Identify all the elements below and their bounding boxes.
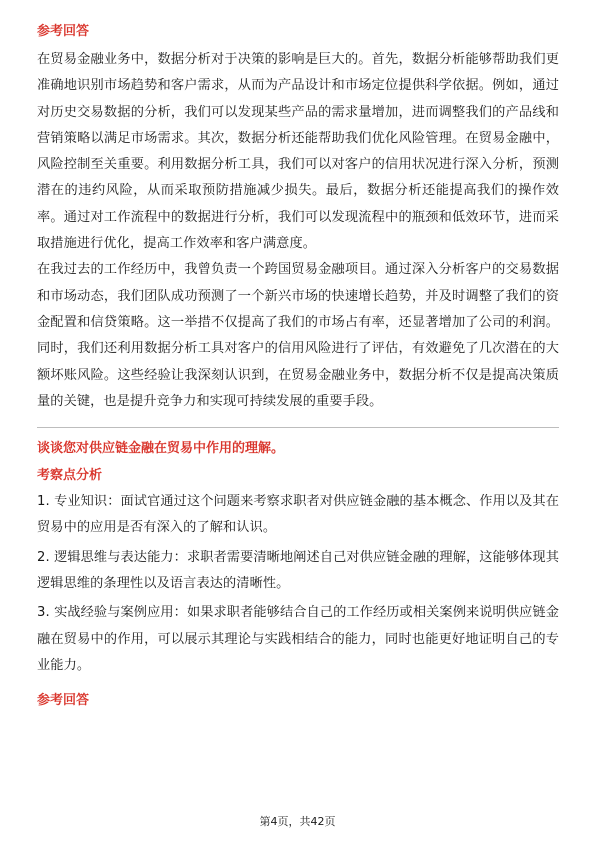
section-divider (37, 427, 559, 428)
reference-answer-heading: 参考回答 (37, 24, 90, 39)
reference-answer-heading-2: 参考回答 (37, 693, 90, 709)
analysis-item-2: 2. 逻辑思维与表达能力：求职者需要清晰地阐述自己对供应链金融的理解，这能够体现其逻辑思维的条理性以及语言表达的清晰性。 (37, 549, 559, 592)
question-title: 谈谈您对供应链金融在贸易中作用的理解。 (37, 441, 285, 457)
answer-paragraph-2: 在我过去的工作经历中，我曾负责一个跨国贸易金融项目。通过深入分析客户的交易数据和市场动态，我们团队成功预测了一个新兴市场的快速增长趋势，并及时调整了我们的资金配置和信贷策略。这一举措不仅提高了我们的市场占有率，还显著增加了公司的利润。同时，我们还利用数据分析工具对客户的信用风险进行了评估，有效避免了几次潜在的大额坏账风险。这些经验让我深刻认识到，在贸易金融业务中，数据分析不仅是提高决策质量的关键，也是提升竞争力和实现可持续发展的重要手段。 (37, 262, 559, 409)
page-content (37, 22, 559, 711)
page-number: 第4页，共42页 (259, 815, 336, 828)
analysis-heading: 考察点分析 (37, 468, 103, 484)
analysis-item-1: 1. 专业知识：面试官通过这个问题来考察求职者对供应链金融的基本概念、作用以及其在贸易中的应用是否有深入的了解和认识。 (37, 494, 559, 536)
analysis-item-3: 3. 实战经验与案例应用：如果求职者能够结合自己的工作经历或相关案例来说明供应链金融在贸易中的作用，可以展示其理论与实践相结合的能力，同时也能更好地证明自己的专业能力。 (37, 605, 559, 673)
answer-paragraph-1: 在贸易金融业务中，数据分析对于决策的影响是巨大的。首先，数据分析能够帮助我们更准确地识别市场趋势和客户需求，从而为产品设计和市场定位提供科学依据。例如，通过对历史交易数据的分析，我们可以发现某些产品的需求量增加，进而调整我们的产品线和营销策略以满足市场需求。其次，数据分析还能帮助我们优化风险管理。在贸易金融中，风险控制至关重要。利用数据分析工具，我们可以对客户的信用状况进行深入分析，预测潜在的违约风险，从而采取预防措施减少损失。最后，数据分析还能提高我们的操作效率。通过对工作流程中的数据进行分析，我们可以发现流程中的瓶颈和低效环节，进而采取措施进行优化，提高工作效率和客户满意度。 (37, 52, 559, 252)
